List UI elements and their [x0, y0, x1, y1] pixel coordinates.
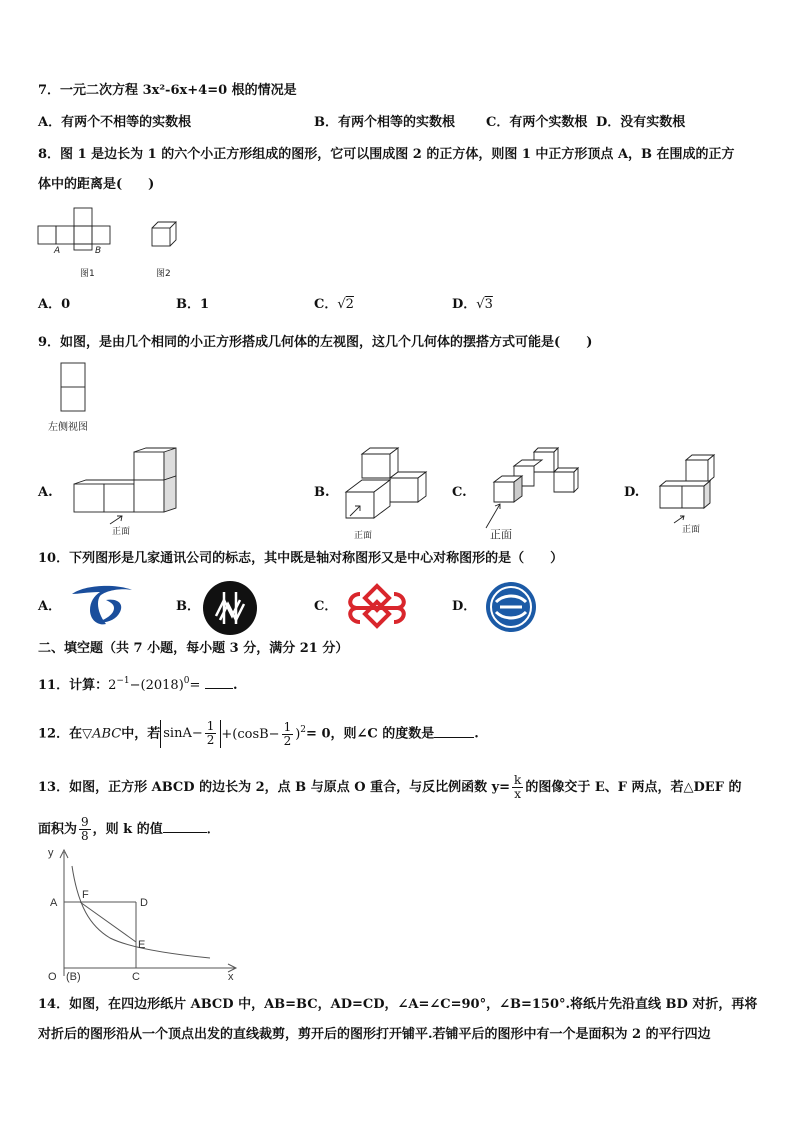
- q13-graph-x-label: x: [228, 971, 234, 983]
- q10-option-b: B．: [176, 599, 200, 614]
- q7-option-c: C．有两个实数根: [486, 115, 588, 130]
- q14-line1: 14．如图，在四边形纸片 ABCD 中，AB=BC，AD=CD，∠A=∠C=90°，∠B=150°.将纸片先沿直线 BD 对折，再将: [38, 997, 758, 1012]
- q8-option-c: C．√2: [314, 297, 354, 312]
- q13-graph-point-b: (B): [66, 971, 81, 983]
- q8-option-a: A．0: [38, 297, 71, 312]
- china-mobile-logo: [484, 580, 538, 634]
- q10-option-c: C．: [314, 599, 338, 614]
- q10-option-a: A．: [38, 599, 62, 614]
- q7-option-b: B．有两个相等的实数根: [314, 115, 455, 130]
- q11-line: 11．计算：$2^{-1}-(2018)^0=$ .: [38, 676, 238, 693]
- q9-option-a-front-label: 正面: [112, 527, 131, 537]
- q9-option-d-front-label: 正面: [682, 525, 701, 535]
- q9-option-c-figure: [482, 446, 582, 534]
- q9-option-b-figure: [344, 446, 434, 526]
- q9-option-a: A.: [38, 485, 53, 500]
- q13-graph-point-f: F: [82, 889, 89, 901]
- q13-line2: 面积为 $\frac{9}{8}$ ，则 k 的值 ．: [38, 815, 220, 843]
- q9-option-c: C.: [452, 485, 467, 500]
- q10-stem: 10．下列图形是几家通讯公司的标志，其中既是轴对称图形又是中心对称图形的是（ ）: [38, 551, 564, 566]
- china-telecom-logo: [66, 580, 136, 632]
- q13-graph-point-c: C: [132, 971, 140, 983]
- q13-line1: 13．如图，正方形 ABCD 的边长为 2，点 B 与原点 O 重合，与反比例函数 y= $\frac{k}{x}$ 的图像交于 E、F 两点，若△DEF 的: [38, 773, 742, 801]
- china-unicom-knot-logo: [342, 580, 412, 632]
- q8-cube-net-figure: [36, 202, 116, 252]
- q9-left-view-caption: 左侧视图: [48, 422, 88, 433]
- q13-graph-y-label: y: [48, 847, 54, 859]
- black-circle-logo: [202, 580, 258, 636]
- q8-stem-line2: 体中的距离是( ): [38, 177, 155, 192]
- q8-option-b: B．1: [176, 297, 210, 312]
- q7-option-d: D．没有实数根: [596, 115, 686, 130]
- q8-cube-figure: [150, 220, 180, 248]
- q9-option-d: D.: [624, 485, 640, 500]
- q12-line: 12．在▽ABC中，若 sinA− $\frac{1}{2}$ +(cosB− $\frac{1}{2}$ )$^2$= 0，则∠C 的度数是 .: [38, 719, 479, 748]
- q13-graph-point-o: O: [48, 971, 57, 983]
- q8-fig2-caption: 图2: [156, 269, 171, 279]
- q7-stem: 7．一元二次方程 3x²-6x+4=0 根的情况是: [38, 83, 297, 98]
- q10-option-d: D．: [452, 599, 477, 614]
- q9-option-d-figure: [656, 452, 722, 512]
- q13-graph-figure: [40, 846, 240, 986]
- q9-option-c-front-label: 正面: [490, 528, 512, 541]
- q7-option-a: A．有两个不相等的实数根: [38, 115, 192, 130]
- q9-option-a-figure: [72, 446, 184, 514]
- q13-graph-point-d: D: [140, 897, 148, 909]
- q8-stem-line1: 8．图 1 是边长为 1 的六个小正方形组成的图形，它可以围成图 2 的正方体，则图 1 中正方形顶点 A，B 在围成的正方: [38, 147, 735, 162]
- q14-line2: 对折后的图形沿从一个顶点出发的直线裁剪，剪开后的图形打开铺平.若铺平后的图形中有一个是面积为 2 的平行四边: [38, 1027, 711, 1042]
- q8-point-b: B: [95, 246, 102, 256]
- q8-option-d: D．√3: [452, 297, 493, 312]
- q9-option-b: B.: [314, 485, 330, 500]
- q8-fig1-caption: 图1: [80, 269, 95, 279]
- q13-graph-point-a: A: [50, 897, 58, 909]
- section2-heading: 二、填空题（共 7 小题，每小题 3 分，满分 21 分）: [38, 641, 349, 656]
- q9-left-view-figure: [60, 362, 90, 412]
- q13-graph-point-e: E: [138, 939, 146, 951]
- q8-point-a: A: [54, 246, 61, 256]
- q9-stem: 9．如图，是由几个相同的小正方形搭成几何体的左视图，这几个几何体的摆搭方式可能是( ): [38, 335, 593, 350]
- q9-option-b-front-label: 正面: [354, 531, 373, 541]
